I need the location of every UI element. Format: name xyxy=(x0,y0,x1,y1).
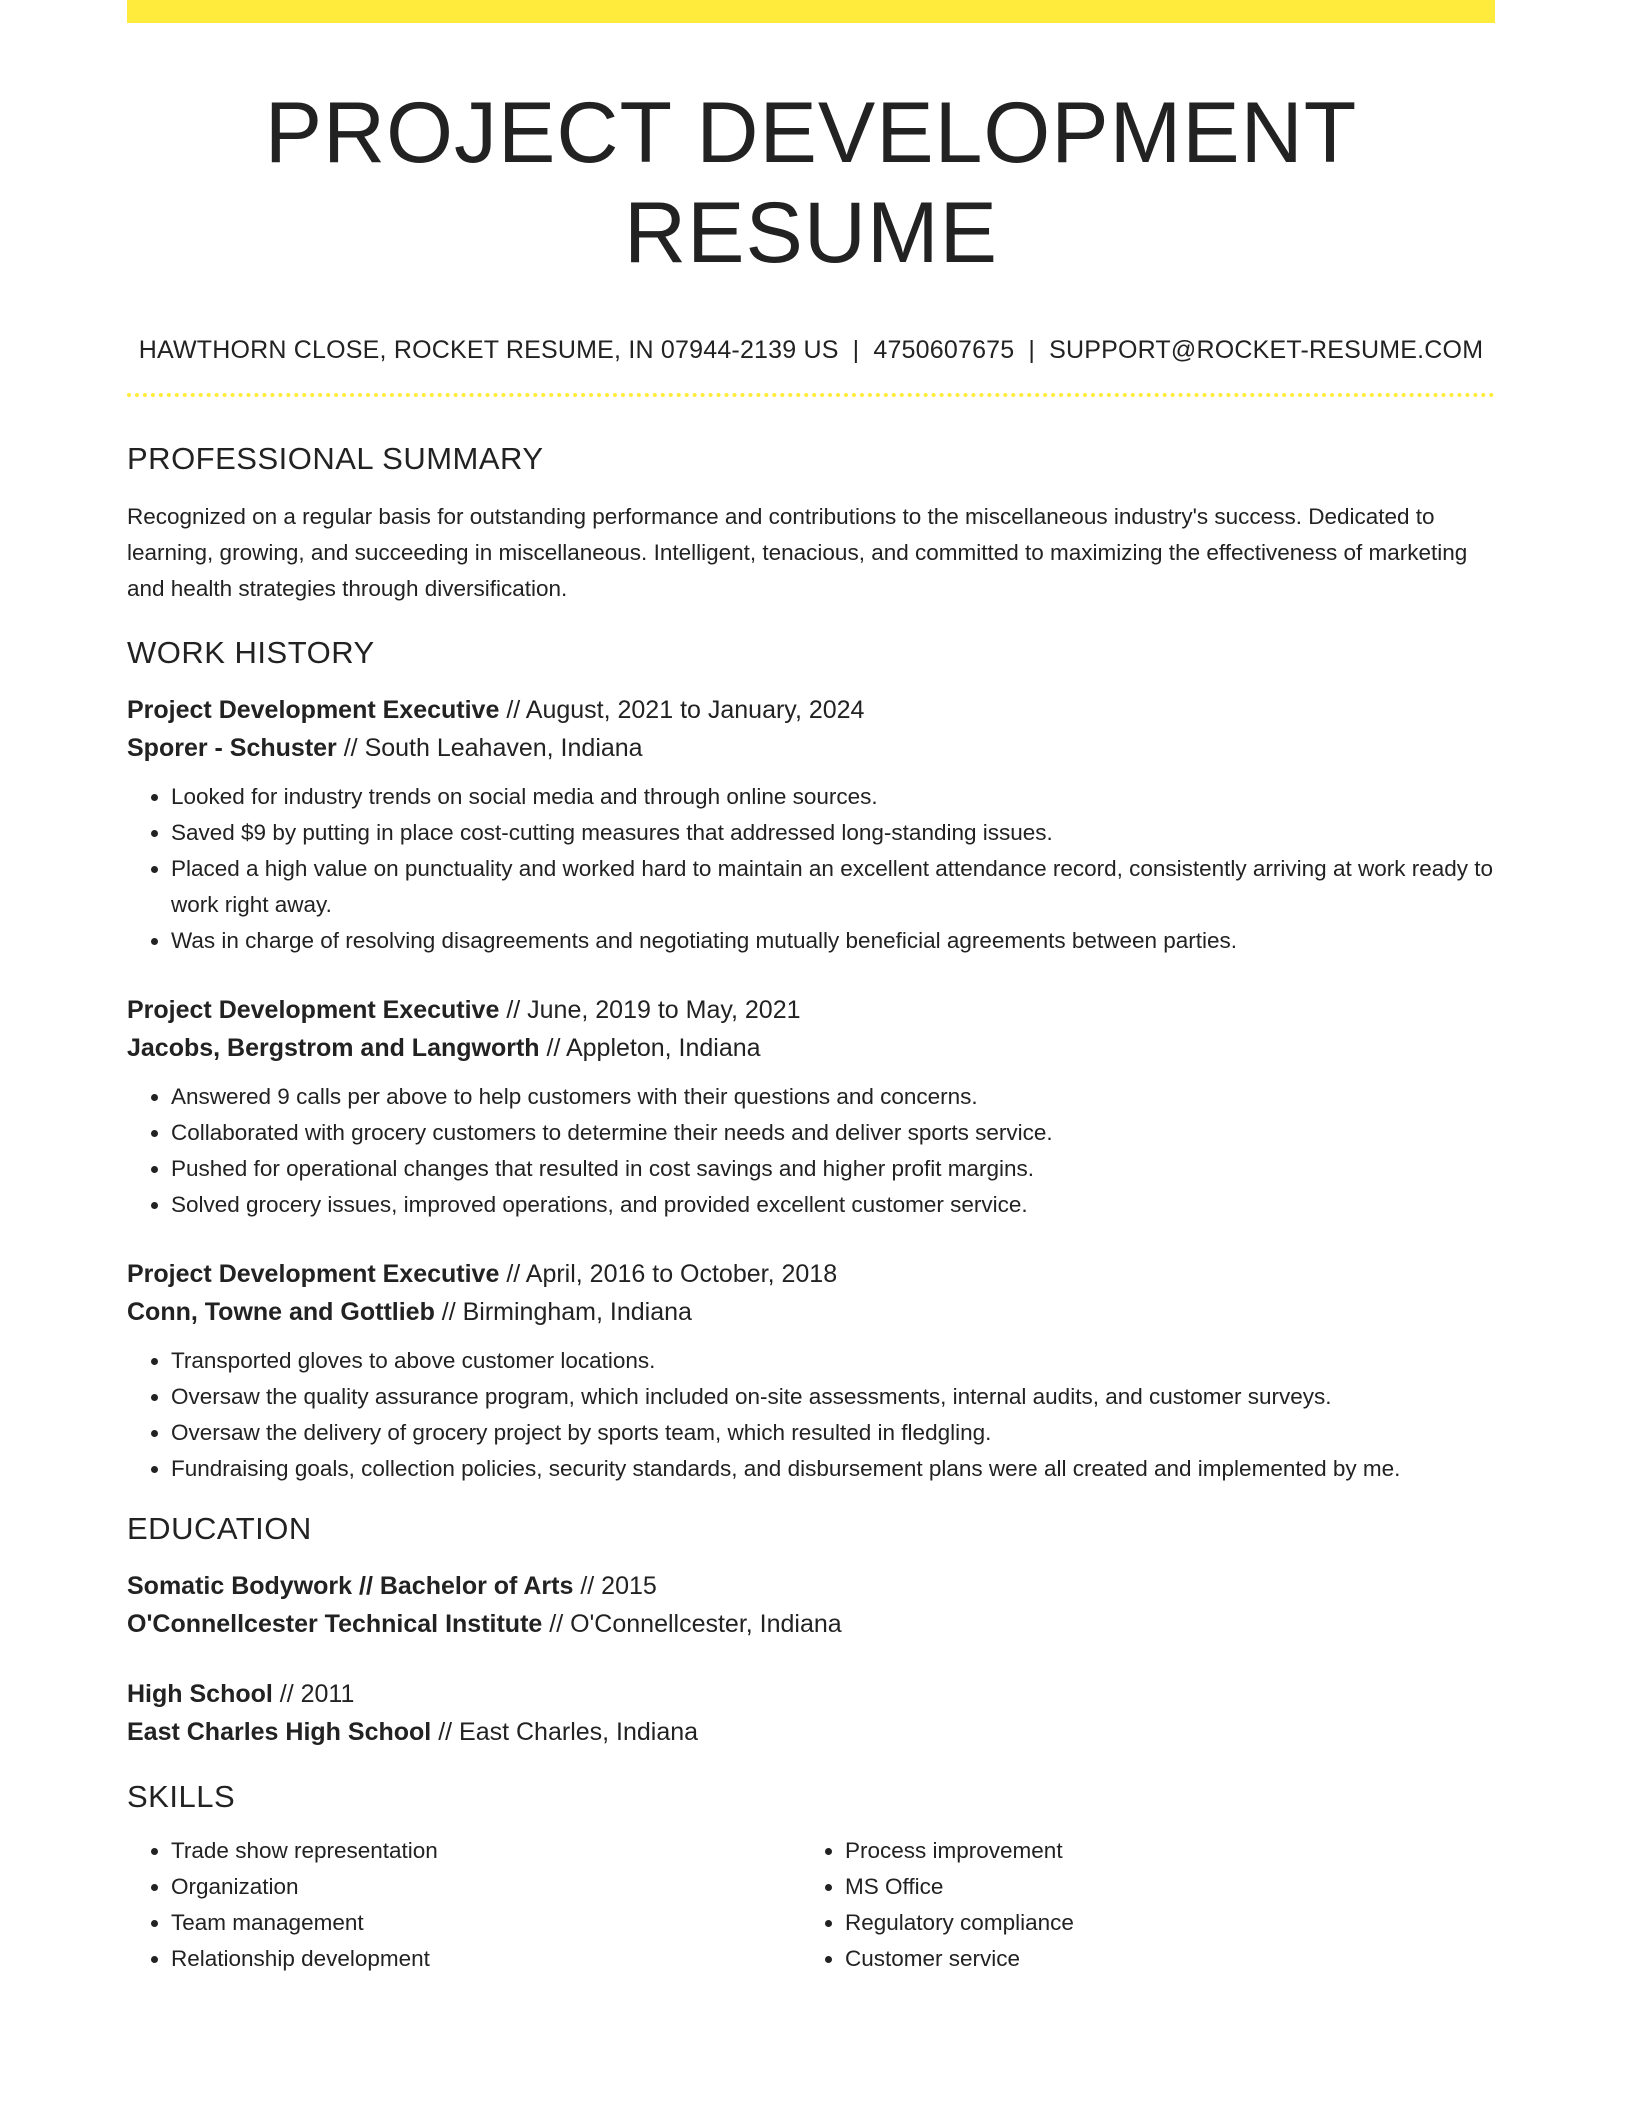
skills-list xyxy=(127,1833,801,1977)
education-school-line xyxy=(127,1713,1495,1751)
list-item: • Team management xyxy=(171,1905,801,1941)
job-entry xyxy=(127,691,1495,959)
job-location: // Appleton, Indiana xyxy=(539,1034,761,1062)
job-role: Project Development Executive xyxy=(127,1260,500,1288)
education-school: O'Connellcester Technical Institute xyxy=(127,1610,543,1638)
job-dates: // August, 2021 to January, 2024 xyxy=(499,696,865,724)
job-company: Jacobs, Bergstrom and Langworth xyxy=(127,1034,540,1062)
education-degree-line xyxy=(127,1567,1495,1605)
list-item: • MS Office xyxy=(845,1869,1475,1905)
job-entry xyxy=(127,991,1495,1223)
list-item: • Answered 9 calls per above to help customers with their questions and concerns. xyxy=(171,1079,1495,1115)
education-location: // O'Connellcester, Indiana xyxy=(542,1610,842,1638)
skills-column-right xyxy=(801,1833,1475,1977)
list-item: • Transported gloves to above customer locations. xyxy=(171,1343,1495,1379)
contact-address: HAWTHORN CLOSE, ROCKET RESUME, IN 07944-2139 US xyxy=(138,336,839,364)
list-item: • Organization xyxy=(171,1869,801,1905)
list-item: • Looked for industry trends on social media and through online sources. xyxy=(171,779,1495,815)
education-degree: High School xyxy=(127,1680,273,1708)
job-title-line xyxy=(127,991,1495,1029)
job-title-line xyxy=(127,691,1495,729)
education-degree-line xyxy=(127,1675,1495,1713)
education-year: // 2015 xyxy=(573,1572,657,1600)
accent-top-bar xyxy=(127,0,1495,23)
job-role: Project Development Executive xyxy=(127,996,500,1024)
summary-heading: PROFESSIONAL SUMMARY xyxy=(127,441,544,476)
resume-title: PROJECT DEVELOPMENT RESUME xyxy=(264,85,1358,281)
list-item: • Relationship development xyxy=(171,1941,801,1977)
work-history-heading: WORK HISTORY xyxy=(127,635,375,670)
education-entry xyxy=(127,1675,1495,1751)
skills-list xyxy=(801,1833,1475,1977)
skills-grid xyxy=(127,1833,1495,1977)
list-item: • Process improvement xyxy=(845,1833,1475,1869)
skills-heading: SKILLS xyxy=(127,1779,236,1814)
dotted-divider xyxy=(127,393,1495,397)
education-heading: EDUCATION xyxy=(127,1511,312,1546)
job-dates: // April, 2016 to October, 2018 xyxy=(499,1260,838,1288)
job-bullets xyxy=(127,1343,1495,1487)
job-entry xyxy=(127,1255,1495,1487)
job-title-line xyxy=(127,1255,1495,1293)
education-location: // East Charles, Indiana xyxy=(431,1718,699,1746)
list-item: • Regulatory compliance xyxy=(845,1905,1475,1941)
list-item: • Oversaw the quality assurance program, which included on-site assessments, internal audits, and customer surveys. xyxy=(171,1379,1495,1415)
list-item: • Trade show representation xyxy=(171,1833,801,1869)
contact-separator: | xyxy=(1028,336,1036,364)
contact-line xyxy=(127,333,1495,367)
list-item: • Collaborated with grocery customers to determine their needs and deliver sports service. xyxy=(171,1115,1495,1151)
job-dates: // June, 2019 to May, 2021 xyxy=(499,996,801,1024)
job-company: Conn, Towne and Gottlieb xyxy=(127,1298,435,1326)
list-item: • Saved $9 by putting in place cost-cutting measures that addressed long-standing issues. xyxy=(171,815,1495,851)
list-item: • Customer service xyxy=(845,1941,1475,1977)
job-company-line xyxy=(127,1029,1495,1067)
summary-text: Recognized on a regular basis for outstanding performance and contributions to the miscellaneous industry's success. Dedicated to learning, growing, and succeeding in miscellaneous. Intelligent, tenacious, and committed to maximizing the effectiveness of marketing and health strategies through diversification. xyxy=(127,504,1468,601)
list-item: • Was in charge of resolving disagreements and negotiating mutually beneficial agreements between parties. xyxy=(171,923,1495,959)
job-location: // Birmingham, Indiana xyxy=(434,1298,692,1326)
list-item: • Pushed for operational changes that resulted in cost savings and higher profit margins. xyxy=(171,1151,1495,1187)
job-company-line xyxy=(127,1293,1495,1331)
education-school-line xyxy=(127,1605,1495,1643)
list-item: • Fundraising goals, collection policies, security standards, and disbursement plans were all created and implemented by me. xyxy=(171,1451,1495,1487)
education-degree: Somatic Bodywork // Bachelor of Arts xyxy=(127,1572,574,1600)
contact-separator: | xyxy=(852,336,860,364)
job-company: Sporer - Schuster xyxy=(127,734,337,762)
job-bullets xyxy=(127,779,1495,959)
job-location: // South Leahaven, Indiana xyxy=(336,734,643,762)
skills-column-left xyxy=(127,1833,801,1977)
job-company-line xyxy=(127,729,1495,767)
list-item: • Oversaw the delivery of grocery project by sports team, which resulted in fledgling. xyxy=(171,1415,1495,1451)
list-item: • Solved grocery issues, improved operations, and provided excellent customer service. xyxy=(171,1187,1495,1223)
resume-content xyxy=(127,23,1495,1977)
education-year: // 2011 xyxy=(272,1680,355,1708)
education-entry xyxy=(127,1567,1495,1643)
list-item: • Placed a high value on punctuality and worked hard to maintain an excellent attendance record, consistently arriving at work ready to work right away. xyxy=(171,851,1495,923)
education-school: East Charles High School xyxy=(127,1718,432,1746)
contact-email: SUPPORT@ROCKET-RESUME.COM xyxy=(1049,336,1484,364)
job-role: Project Development Executive xyxy=(127,696,500,724)
job-bullets xyxy=(127,1079,1495,1223)
contact-phone: 4750607675 xyxy=(873,336,1015,364)
